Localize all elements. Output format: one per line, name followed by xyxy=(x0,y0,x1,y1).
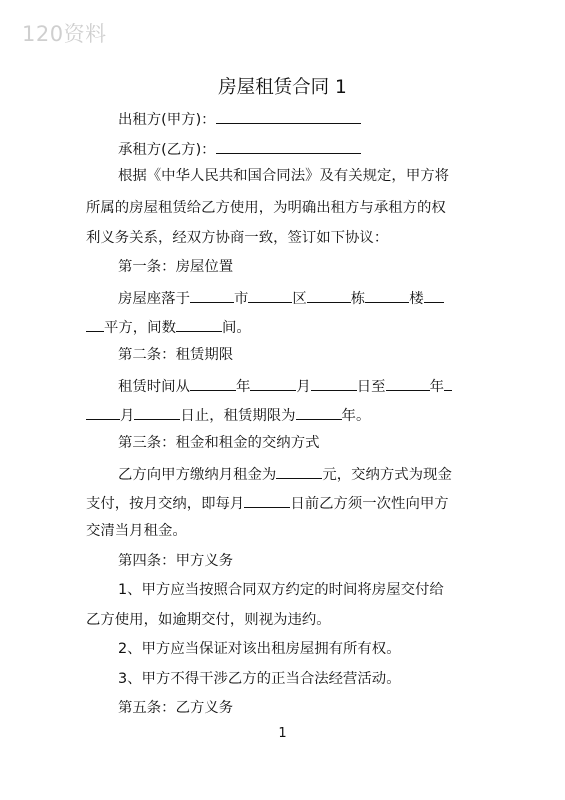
blank-district xyxy=(248,287,292,303)
text-segment: 区 xyxy=(292,291,307,307)
intro-line-2: 所属的房屋租赁给乙方使用，为明确出租方与承租方的权 xyxy=(86,200,446,216)
text-segment: 日止，租赁期限为 xyxy=(180,408,296,424)
article-3-heading: 第三条：租金和租金的交纳方式 xyxy=(118,435,320,451)
article-2-line-1 xyxy=(118,375,452,397)
text-segment: 年 xyxy=(235,379,251,395)
lessee-label: 承租方(乙方)： xyxy=(118,142,216,158)
article-3-line-1 xyxy=(118,463,452,485)
blank-rooms xyxy=(176,316,222,332)
blank-end-year xyxy=(386,375,430,391)
text-segment: 支付，按月交纳，即每月 xyxy=(86,496,245,512)
text-segment: 月 xyxy=(120,408,135,424)
article-4-heading: 第四条：甲方义务 xyxy=(118,553,234,569)
blank-pay-day xyxy=(244,492,290,508)
blank-term-years xyxy=(296,404,342,420)
text-segment: 元，交纳方式为现金 xyxy=(322,467,452,483)
text-segment: 乙方向甲方缴纳月租金为 xyxy=(118,467,277,483)
article-3-line-3: 交清当月租金。 xyxy=(86,523,187,539)
blank-rent xyxy=(276,463,322,479)
text-segment: 年 xyxy=(429,379,444,395)
blank-start-year xyxy=(190,375,236,391)
text-segment: 日至 xyxy=(356,379,386,395)
blank-end-month xyxy=(86,404,120,420)
blank-start-month xyxy=(250,375,296,391)
lessor-blank xyxy=(216,108,361,124)
text-segment: 楼 xyxy=(409,291,424,307)
article-1-heading: 第一条：房屋位置 xyxy=(118,259,234,275)
article-2-line-2 xyxy=(86,404,370,426)
text-segment: 市 xyxy=(233,291,249,307)
lessor-line xyxy=(118,108,361,130)
article-3-line-2 xyxy=(86,492,449,514)
text-segment: 日前乙方须一次性向甲方 xyxy=(290,496,449,512)
intro-line-1: 根据《中华人民共和国合同法》及有关规定，甲方将 xyxy=(118,168,449,184)
text-segment: 平方，间数 xyxy=(104,320,176,336)
article-4-item-2: 2、甲方应当保证对该出租房屋拥有所有权。 xyxy=(118,641,401,657)
blank-end-day xyxy=(134,404,180,420)
blank-area xyxy=(86,316,104,332)
blank-building xyxy=(307,287,351,303)
page-number: 1 xyxy=(278,726,287,741)
article-4-item-3: 3、甲方不得干涉乙方的正当合法经营活动。 xyxy=(118,671,401,687)
blank-city xyxy=(190,287,234,303)
blank-floor xyxy=(424,287,444,303)
text-segment: 间。 xyxy=(221,320,251,336)
document-title: 房屋租赁合同 1 xyxy=(218,77,347,98)
text-segment: 年。 xyxy=(341,408,371,424)
article-5-heading: 第五条：乙方义务 xyxy=(118,700,234,716)
blank-tail xyxy=(444,375,452,391)
lessee-line xyxy=(118,138,361,160)
text-segment: 月 xyxy=(296,379,311,395)
lessee-blank xyxy=(216,138,361,154)
intro-line-3: 利义务关系，经双方协商一致，签订如下协议： xyxy=(86,230,389,246)
article-4-item-1b: 乙方使用，如逾期交付，则视为违约。 xyxy=(86,612,331,628)
article-2-heading: 第二条：租赁期限 xyxy=(118,347,234,363)
article-1-line-1 xyxy=(118,287,444,309)
text-segment: 房屋座落于 xyxy=(118,291,190,307)
text-segment: 栋 xyxy=(350,291,366,307)
article-4-item-1a: 1、甲方应当按照合同双方约定的时间将房屋交付给 xyxy=(118,582,444,598)
watermark: 120资料 xyxy=(22,22,107,46)
blank-start-day xyxy=(311,375,357,391)
blank-unit xyxy=(365,287,409,303)
text-segment: 租赁时间从 xyxy=(118,379,190,395)
lessor-label: 出租方(甲方)： xyxy=(118,112,216,128)
article-1-line-2 xyxy=(86,316,251,338)
